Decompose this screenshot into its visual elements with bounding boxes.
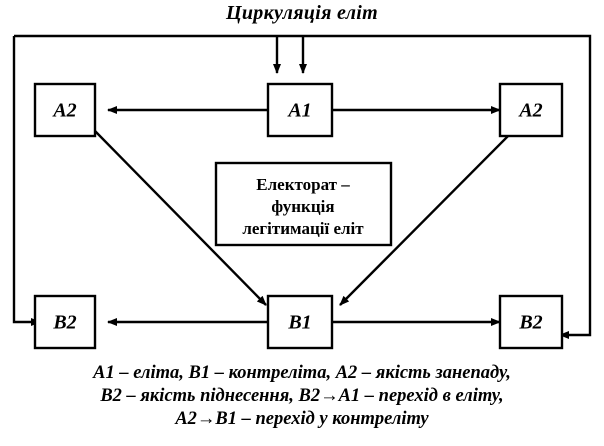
node-b2-right-label: B2 xyxy=(519,311,543,334)
node-a1[interactable] xyxy=(268,84,332,136)
legend-line-3: A2→B1 – перехід у контреліту xyxy=(175,409,429,429)
node-b2-right[interactable] xyxy=(500,296,562,348)
electorate-box xyxy=(216,163,391,245)
electorate-line-2: функція xyxy=(271,197,335,216)
node-a2-left[interactable] xyxy=(35,84,95,136)
node-b1[interactable] xyxy=(268,296,332,348)
node-a2-right-label: A2 xyxy=(519,99,543,122)
node-a2-right[interactable] xyxy=(500,84,562,136)
node-b2-left-label: B2 xyxy=(53,311,77,334)
node-a1-label: A1 xyxy=(288,99,312,122)
node-b1-label: B1 xyxy=(288,311,312,334)
node-a2-left-label: A2 xyxy=(53,99,77,122)
diagram-legend xyxy=(0,362,604,431)
legend-line-2: B2 – якість піднесення, B2→A1 – перехід в еліту, xyxy=(100,386,504,406)
legend-line-1: A1 – еліта, B1 – контреліта, A2 – якість занепаду, xyxy=(93,363,511,383)
node-b2-left[interactable] xyxy=(35,296,95,348)
electorate-line-1: Електорат – xyxy=(256,175,350,194)
electorate-line-3: легітимації еліт xyxy=(242,219,364,238)
diagram-title: Циркуляція еліт xyxy=(226,2,378,24)
